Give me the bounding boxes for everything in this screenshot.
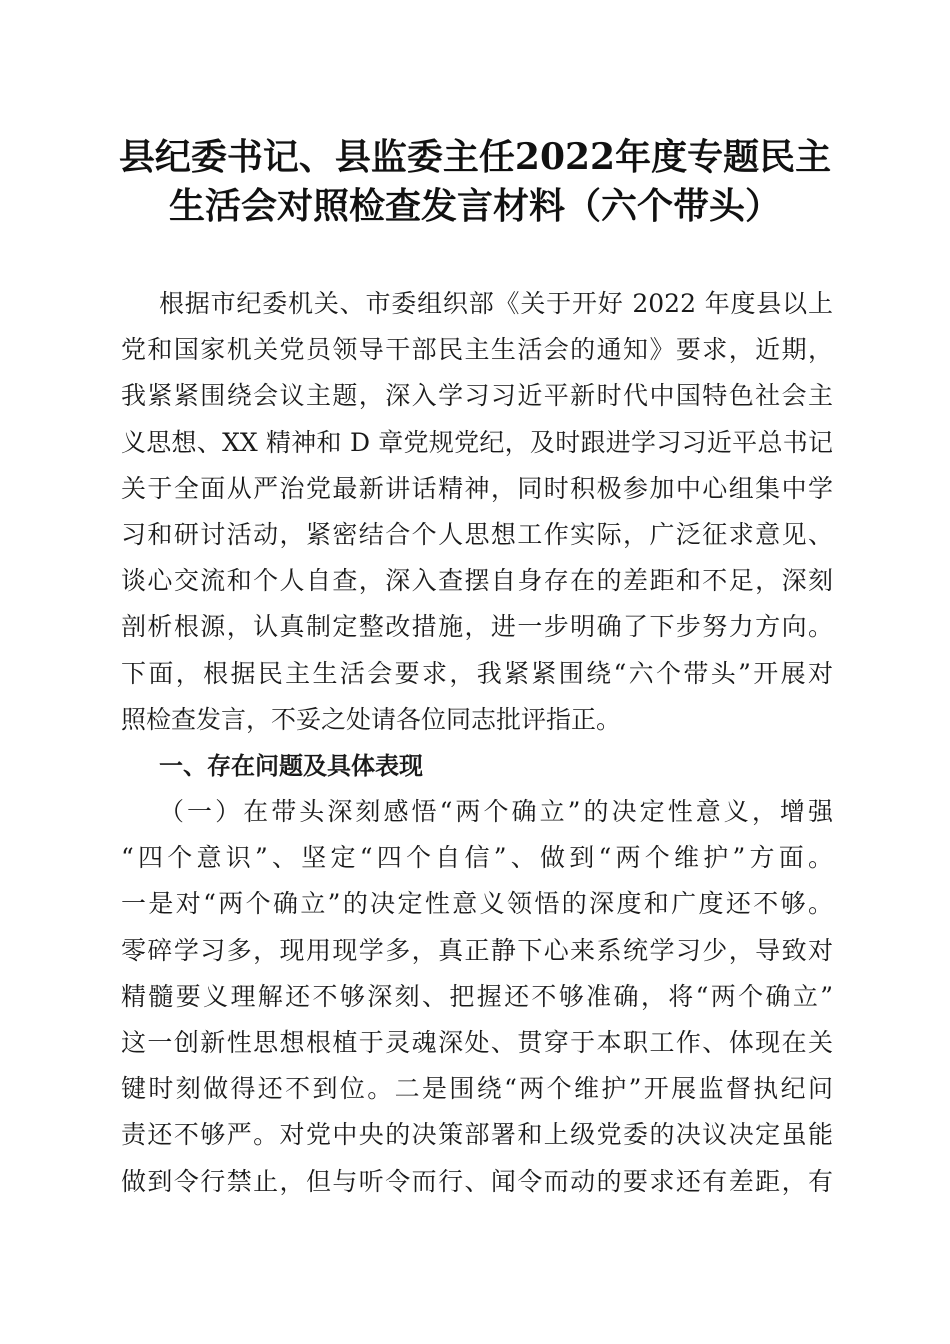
title-line-2: 生活会对照检查发言材料（六个带头） <box>168 185 781 227</box>
intro-line: 习和研讨活动，紧密结合个人思想工作实际，广泛征求意见、 <box>121 519 833 549</box>
section-line: 做到令行禁止，但与听令而行、闻令而动的要求还有差距，有 <box>121 1166 833 1196</box>
document-body <box>121 281 833 1205</box>
intro-paragraph <box>121 281 833 743</box>
intro-line: 照检查发言，不妥之处请各位同志批评指正。 <box>121 704 622 734</box>
title-line-1: 县纪委书记、县监委主任2022年度专题民主 <box>118 136 832 178</box>
intro-line: 谈心交流和个人自查，深入查摆自身存在的差距和不足，深刻 <box>121 566 833 596</box>
intro-line: 下面，根据民主生活会要求，我紧紧围绕“六个带头”开展对 <box>121 658 833 688</box>
intro-line: 根据市纪委机关、市委组织部《关于开好 2022 年度县以上 <box>159 289 833 318</box>
section-paragraph <box>121 789 833 1205</box>
section-line: “四个意识”、坚定“四个自信”、做到“两个维护”方面。 <box>121 843 833 873</box>
section-line: （一）在带头深刻感悟“两个确立”的决定性意义，增强 <box>159 797 833 827</box>
section-line: 零碎学习多，现用现学多，真正静下心来系统学习少，导致对 <box>121 935 833 965</box>
section-line: 责还不够严。对党中央的决策部署和上级党委的决议决定虽能 <box>121 1120 833 1150</box>
intro-line: 剖析根源，认真制定整改措施，进一步明确了下步努力方向。 <box>121 612 833 642</box>
intro-line: 义思想、XX 精神和 D 章党规党纪，及时跟进学习习近平总书记 <box>121 427 833 457</box>
section-line: 精髓要义理解还不够深刻、把握还不够准确，将“两个确立” <box>121 981 833 1011</box>
section-line: 键时刻做得还不到位。二是围绕“两个维护”开展监督执纪问 <box>121 1074 833 1104</box>
section-line: 这一创新性思想根植于灵魂深处、贯穿于本职工作、体现在关 <box>121 1028 833 1057</box>
intro-line: 党和国家机关党员领导干部民主生活会的通知》要求，近期， <box>121 335 833 365</box>
document-title <box>100 133 850 231</box>
section-line: 一是对“两个确立”的决定性意义领悟的深度和广度还不够。 <box>121 889 833 919</box>
intro-line: 关于全面从严治党最新讲话精神，同时积极参加中心组集中学 <box>121 473 833 503</box>
section-heading: 一、存在问题及具体表现 <box>159 751 423 780</box>
intro-line: 我紧紧围绕会议主题，深入学习习近平新时代中国特色社会主 <box>121 381 833 411</box>
